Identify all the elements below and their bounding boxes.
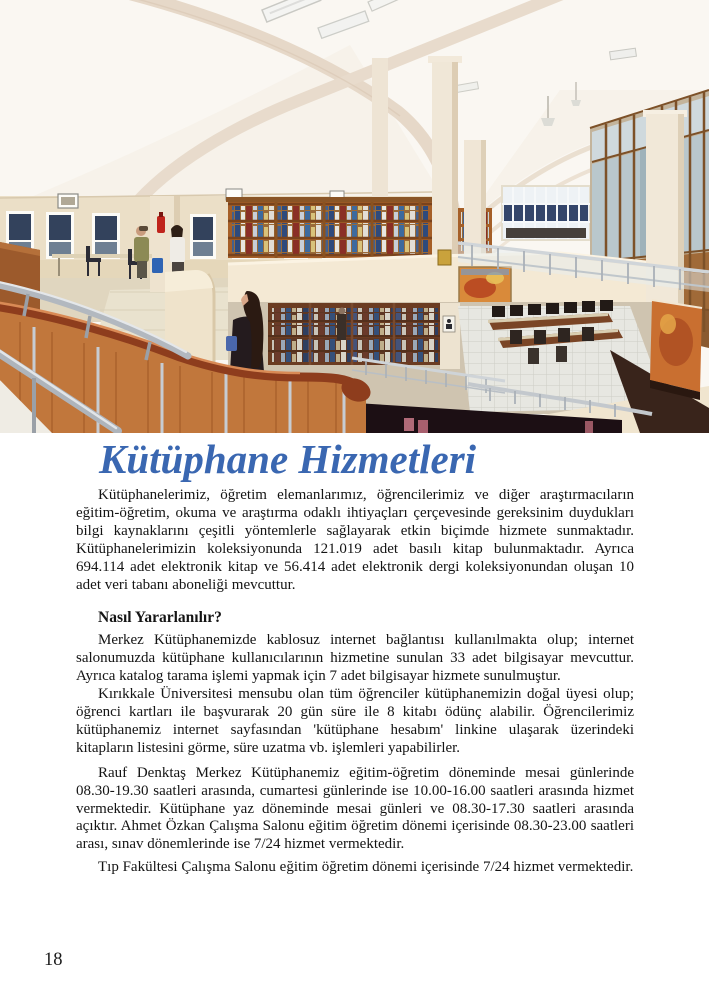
distant-tables: [506, 228, 586, 238]
library-photo: [0, 0, 709, 433]
column-plaque: [438, 250, 451, 265]
page-title: Kütüphane Hizmetleri: [99, 436, 477, 482]
page-number: 18: [44, 950, 63, 970]
window: [92, 213, 120, 259]
subheading: Nasıl Yararlanılır?: [98, 609, 222, 627]
accessibility-sign: [443, 316, 455, 332]
painting-right: [650, 300, 702, 400]
blue-bag: [226, 336, 237, 351]
fire-extinguisher: [157, 216, 165, 233]
paragraph: Rauf Denktaş Merkez Kütüphanemiz eğitim-öğretim döneminde mesai günlerinde 08.30-19.30 saatleri arasında, cumartesi günlerinde ise 10.00-16.00 saatleri arasında hizmet vermektedir. Kütüphane yaz döneminde mesai günleri ve 08.30-17.30 saatleri arasında açıktır. Ahmet Özkan Çalışma Salonu eğitim öğretim dönemi içerisinde 08.30-23.00 saatleri arası, sınav dönemlerinde ise 7/24 hizmet vermektedir.: [76, 764, 634, 853]
body-text: [76, 487, 634, 877]
wall-pilaster: [372, 58, 388, 198]
paragraph: Kütüphanelerimiz, öğretim elemanlarımız, öğrencilerimiz ve diğer araştırmacıların eğitim-öğretim, okuma ve araştırma odaklı ihtiyaçları çerçevesinde gereksinim duydukları bilgi kaynaklarını çeşitli yöntemlerle sağlayarak etkin biçimde hizmete sunmaktadır. Kütüphanelerimizin koleksiyonunda 121.019 adet basılı kitap bulunmaktadır. Ayrıca 694.114 adet elektronik kitap ve 56.414 adet elektronik dergi koleksiyonundan oluşan 10 adet veri tabanı aboneliği mevcuttur.: [76, 487, 634, 593]
far-window-grid: [502, 186, 590, 240]
lower-pillar: [440, 303, 460, 369]
window: [190, 214, 216, 259]
library-photo-svg: [0, 0, 709, 433]
bookshelf-lower: [268, 303, 442, 365]
window: [46, 212, 74, 259]
paragraph: Merkez Kütüphanemizde kablosuz internet bağlantısı kullanılmakta olup; internet salonumuzda kütüphane kullanıcılarının hizmetine sunulan 33 adet bilgisayar mevcuttur. Ayrıca katalog tarama işlemi yapmak için 7 adet bilgisayar hizmete sunulmuştur.: [76, 632, 634, 685]
recycle-bin: [152, 258, 163, 273]
paragraph: Tıp Fakültesi Çalışma Salonu eğitim öğretim dönemi içerisinde 7/24 hizmet vermektedir.: [98, 859, 634, 876]
paragraph: Kırıkkale Üniversitesi mensubu olan tüm öğrenciler kütüphanemizin doğal üyesi olup; öğrenci kartları ile başvurarak 20 gün süre ile 8 kitabı ödünç alabilir. Öğrencilerimiz kütüphanemiz internet sayfasından 'kütüphane hesabım' linkine ulaşarak üzerindeki kitapların listesini görme, süre uzatma vb. işlemleri yapabilirler.: [76, 686, 634, 756]
painting-orange: [459, 267, 511, 303]
